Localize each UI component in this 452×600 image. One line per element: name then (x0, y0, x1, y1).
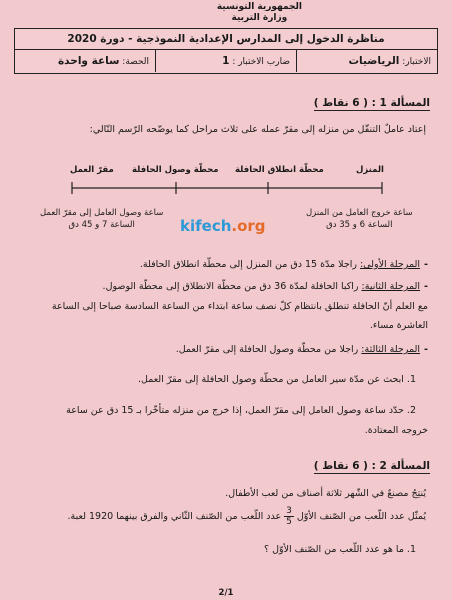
problem1-intro: إعتاد عاملٌ التنقّل من منزله إلى مقرّ عمله على ثلاث مراحل كما يوضّحه الرّسم التّالي: (89, 124, 426, 135)
departure-caption (306, 207, 413, 231)
departure-caption-line1: ساعة خروج العامل من المنزل (306, 208, 413, 218)
problem2-question1: 1. ما هو عدد اللّعب من الصّنف الأوّل ؟ (264, 544, 416, 555)
coef-value: 1 (222, 55, 230, 67)
duration-label: الحصة: (122, 57, 149, 67)
problem1-title: المسألة 1 : ( 6 نقاط ) (313, 97, 430, 109)
watermark-part2: ech (201, 217, 232, 235)
problem1-question2-line1: 2. حدّد ساعة وصول العامل إلى مقرّ العمل، إذا خرج من منزله متأخّرا بـ 15 دق عن ساعة (66, 405, 416, 416)
statement-part1: يُمثّل عدد اللّعب من الصّنف الأوّل (296, 511, 426, 522)
exam-info-row (15, 50, 437, 72)
stage1-text: راجلا مدّة 15 دق من المنزل إلى محطّة انطلاق الحافلة. (139, 259, 357, 270)
stage3-label: المرحلة الثالثة: (361, 344, 421, 355)
ministry-text: وزارة التربية (231, 13, 288, 23)
problem1-question2-line2: خروجه المعتادة. (364, 425, 428, 436)
timeline-workplace: مقرّ العمل (70, 165, 114, 175)
arrival-caption-line2: الساعة 7 و 45 دق (68, 220, 135, 230)
kifech-watermark (180, 217, 266, 235)
exam-header-box (14, 28, 438, 74)
watermark-part3: .org (231, 217, 266, 235)
stage2: -المرحلة الثانية: راكبا الحافلة لمدّة 36 دق من محطّة الانطلاق إلى محطّة الوصول. (102, 281, 428, 292)
coef-label: ضارب الاختبار : (232, 57, 290, 67)
bus-schedule-note-line2: العاشرة مساء. (369, 320, 428, 331)
stage2-text: راكبا الحافلة لمدّة 36 دق من محطّة الانطلاق إلى محطّة الوصول. (102, 281, 359, 292)
subject-value: الرياضيات (348, 55, 400, 67)
arrival-caption (40, 207, 163, 231)
problem1-question1: 1. ابحث عن مدّة سير العامل من محطّة وصول الحافلة إلى مقرّ العمل. (137, 374, 416, 385)
subject-label: الاختبار: (402, 57, 431, 67)
republic-text: الجمهورية التونسية (216, 2, 302, 12)
timeline-bus-arrival: محطّة وصول الحافلة (132, 165, 219, 175)
page-number: 2/1 (218, 588, 234, 598)
bus-schedule-note-line1: مع العلم أنّ الحافلة تنطلق بانتظام كلّ نصف ساعة ابتداء من الساعة السادسة صباحا إلى الساعة (51, 301, 428, 312)
problem2-statement (68, 506, 426, 527)
stage3: -المرحلة الثالثة: راجلا من محطّة وصول الحافلة إلى مقرّ العمل. (175, 344, 428, 355)
statement-part2: عدد اللّعب من الصّنف الثّاني والفرق بينهما 1920 لعبة. (67, 511, 282, 522)
duration-cell (15, 50, 155, 72)
problem2-intro: يُنتِجُ مصنعٌ في الشّهر ثلاثة أصناف من لعب الأطفال. (225, 488, 426, 499)
timeline-bus-departure: محطّة انطلاق الحافلة (235, 165, 324, 175)
duration-value: ساعة واحدة (57, 55, 120, 67)
problem2-title: المسألة 2 : ( 6 نقاط ) (313, 460, 430, 472)
fraction-three-fifths (284, 506, 294, 527)
arrival-caption-line1: ساعة وصول العامل إلى مقرّ العمل (40, 208, 164, 218)
header-authority (217, 2, 302, 24)
fraction-numerator: 3 (286, 506, 292, 516)
coefficient-cell (155, 50, 296, 72)
stage2-label: المرحلة الثانية: (361, 281, 421, 292)
stage1-label: المرحلة الأولى: (359, 259, 421, 270)
timeline-home: المنزل (356, 165, 384, 175)
stage1: -المرحلة الأولى: راجلا مدّة 15 دق من المنزل إلى محطّة انطلاق الحافلة. (139, 259, 428, 270)
exam-title: مناظرة الدخول إلى المدارس الإعدادية النموذجية - دورة 2020 (15, 29, 437, 50)
watermark-part1: kif (180, 217, 202, 235)
subject-cell (296, 50, 437, 72)
fraction-denominator: 5 (286, 517, 292, 527)
timeline-line (66, 178, 388, 202)
departure-caption-line2: الساعة 6 و 35 دق (326, 220, 393, 230)
stage3-text: راجلا من محطّة وصول الحافلة إلى مقرّ العمل. (175, 344, 359, 355)
